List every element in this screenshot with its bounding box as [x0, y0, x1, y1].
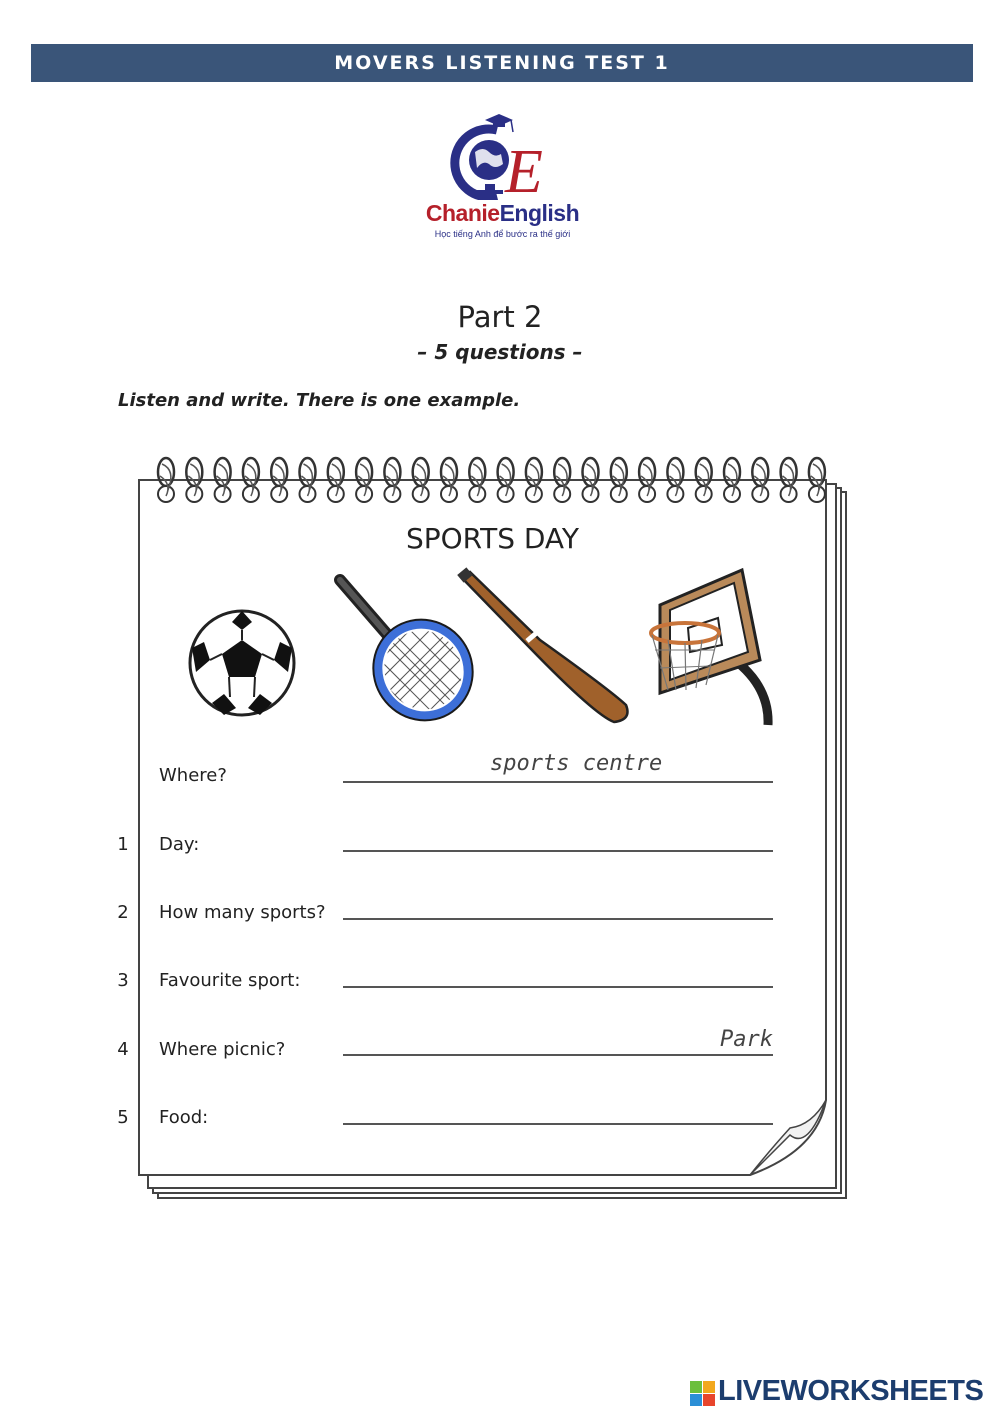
liveworksheets-blocks-icon — [690, 1381, 716, 1407]
notebook-title: SPORTS DAY — [405, 522, 580, 555]
logo-tagline: Học tiếng Anh để bước ra thế giới — [434, 229, 571, 239]
question-label-how-many-sports: How many sports? — [159, 902, 326, 923]
spiral-hole — [158, 486, 174, 502]
spiral-hole — [271, 486, 287, 502]
spiral-hole — [441, 486, 457, 502]
question-number: 3 — [117, 970, 129, 991]
spiral-hole — [809, 486, 825, 502]
example-label: Where? — [159, 765, 227, 786]
spiral-hole — [583, 486, 599, 502]
spiral-hole — [611, 486, 627, 502]
spiral-hole — [498, 486, 514, 502]
question-number: 2 — [117, 902, 129, 923]
spiral-hole — [384, 486, 400, 502]
spiral-hole — [781, 486, 797, 502]
spiral-hole — [526, 486, 542, 502]
liveworksheets-wordmark: LIVEWORKSHEETS — [718, 1375, 984, 1407]
answer-line-4[interactable] — [343, 1054, 773, 1056]
spiral-hole — [469, 486, 485, 502]
question-number: 5 — [117, 1107, 129, 1128]
question-number: 4 — [117, 1039, 129, 1060]
football-icon — [190, 611, 294, 715]
question-label-favourite-sport: Favourite sport: — [159, 970, 301, 991]
question-number: 1 — [117, 834, 129, 855]
spiral-hole — [186, 486, 202, 502]
spiral-hole — [328, 486, 344, 502]
spiral-hole — [639, 486, 655, 502]
answer-line-3[interactable] — [343, 986, 773, 988]
spiral-hole — [413, 486, 429, 502]
logo-name-part1: Chanie — [425, 200, 500, 226]
answer-line-1[interactable] — [343, 850, 773, 852]
spiral-hole — [667, 486, 683, 502]
question-label-where-picnic: Where picnic? — [159, 1039, 286, 1060]
liveworksheets-logo — [690, 1375, 990, 1407]
spiral-hole — [554, 486, 570, 502]
answer-line-example — [343, 781, 773, 783]
answer-line-5[interactable] — [343, 1123, 773, 1125]
part-title: Part 2 — [457, 300, 543, 334]
spiral-hole — [752, 486, 768, 502]
question-label-food: Food: — [159, 1107, 209, 1128]
question-label-day: Day: — [159, 834, 200, 855]
spiral-hole — [696, 486, 712, 502]
example-answer: sports centre — [490, 751, 663, 776]
spiral-hole — [215, 486, 231, 502]
logo-name-part2: English — [499, 200, 580, 226]
spiral-hole — [356, 486, 372, 502]
instruction-text: Listen and write. There is one example. — [118, 390, 521, 411]
spiral-hole — [724, 486, 740, 502]
answer-4-text[interactable]: Park — [720, 1027, 773, 1052]
part-subtitle: – 5 questions – — [417, 340, 583, 364]
answer-line-2[interactable] — [343, 918, 773, 920]
spiral-hole — [243, 486, 259, 502]
spiral-hole — [300, 486, 316, 502]
test-title: MOVERS LISTENING TEST 1 — [334, 52, 670, 74]
svg-text:E: E — [505, 138, 543, 200]
